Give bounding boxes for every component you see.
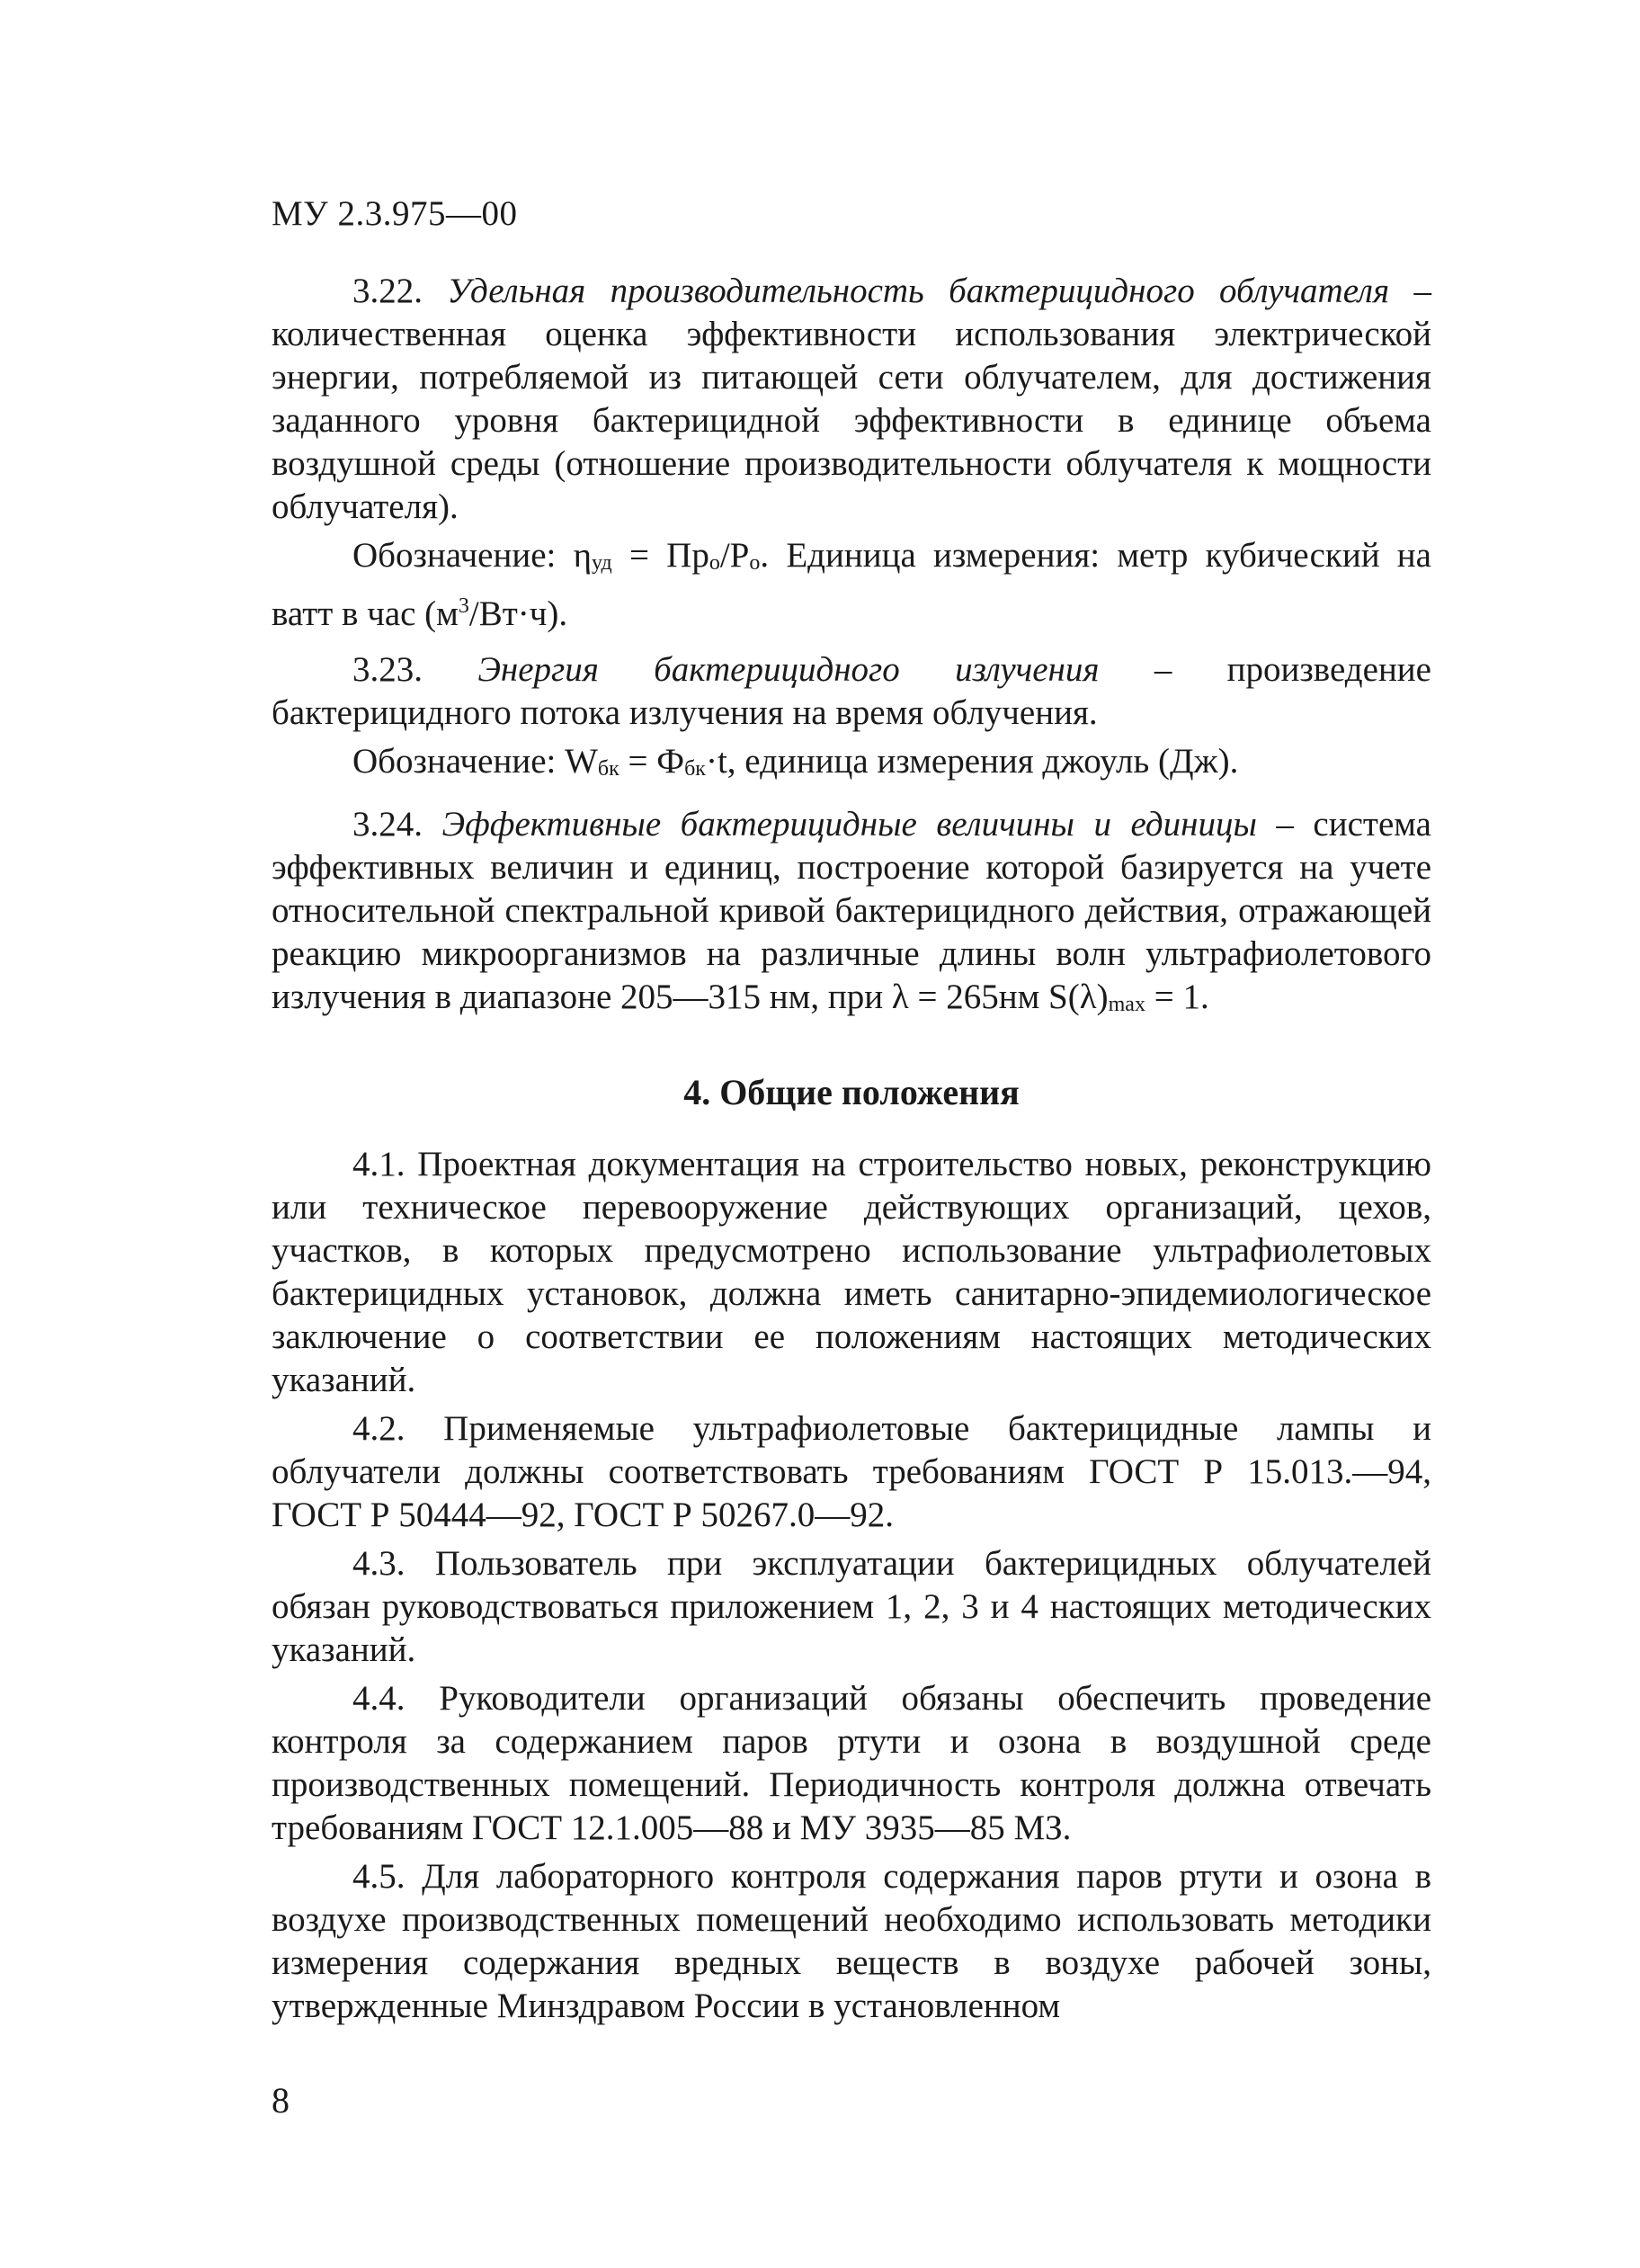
page-number: 8 [272,2080,290,2121]
formula-part: = Пр [611,536,709,575]
document-header: МУ 2.3.975—00 [272,194,518,233]
paragraph-3-23 [272,648,1431,735]
paragraph-4-4: 4.4. Руководители организаций обязаны обеспечить проведение контроля за содержанием паров ртути и озона в воздушной среде производственных помещений. Периодичность контроля должна отвечать требованиям ГОСТ 12.1.005—88 и МУ 3935—85 МЗ. [272,1679,1431,1847]
definition: – количественная оценка эффективности использования электрической энергии, потребляемой из питающей сети облучателем, для достижения заданного уровня бактерицидной эффективности в единице объема воздушной среды (отношение производительности облучателя к мощности облучателя). [272,272,1431,526]
unit-text: . Единица измерения: метр кубический на ватт в час (м [272,536,1431,633]
formula-part: /Р [719,536,750,575]
term: Эффективные бактерицидные величины и единицы [441,805,1257,844]
paragraph-3-22-notation [272,534,1431,636]
paragraph-4-1: 4.1. Проектная документация на строительство новых, реконструкцию или техническое перевооружение действующих организаций, цехов, участков, в которых предусмотрено использование ультрафиолетовых бактерицидных установок, должна иметь санитарно-эпидемиологическое заключение о соответствии ее положениям настоящих методических указаний. [272,1145,1431,1399]
clause-number: 3.24. [352,805,423,844]
unit-text: /Вт·ч). [468,594,568,633]
formula-part: = Ф [619,742,685,781]
definition: – система эффективных величин и единиц, построение которой базируется на учете относительной спектральной кривой бактерицидного действия, отражающей реакцию микроорганизмов на различные длины волн ультрафиолетового излучения в диапазоне 205—315 нм, при λ = 265нм S(λ) [272,805,1431,1016]
term: Удельная производительность бактерицидного облучателя [447,272,1390,310]
paragraph-4-3: 4.3. Пользователь при эксплуатации бактерицидных облучателей обязан руководствоваться приложением 1, 2, 3 и 4 настоящих методических указаний. [272,1544,1431,1669]
notation-label: Обозначение: W [352,742,598,781]
unit-superscript: 3 [458,594,469,618]
paragraph-3-22 [272,270,1431,529]
formula-part: ·t, единица измерения джоуль (Дж). [705,742,1239,781]
formula-subscript: о [709,551,720,575]
definition: – произведение бактерицидного потока излучения на время облучения. [272,650,1431,732]
formula-subscript: бк [597,757,619,781]
formula-subscript: бк [684,757,706,781]
clause-number: 3.23. [352,650,423,689]
formula-part: = 1. [1145,978,1209,1016]
term: Энергия бактерицидного излучения [477,650,1100,689]
notation-label: Обозначение: [352,536,574,575]
paragraph-3-23-notation [272,740,1431,790]
document-body [272,270,1431,2028]
clause-number: 3.22. [352,272,423,310]
section-title: 4. Общие положения [683,1072,1020,1112]
paragraph-4-2: 4.2. Применяемые ультрафиолетовые бактерицидные лампы и облучатели должны соответствовать требованиям ГОСТ Р 15.013.—94, ГОСТ Р 50444—92, ГОСТ Р 50267.0—92. [272,1409,1431,1534]
formula-subscript: уд [592,551,612,575]
formula-symbol: η [573,536,592,575]
formula-subscript: о [749,551,761,575]
formula-subscript: max [1108,993,1145,1016]
paragraph-4-5: 4.5. Для лабораторного контроля содержания паров ртути и озона в воздухе производственных помещений необходимо использовать методики измерения содержания вредных веществ в воздухе рабочей зоны, утвержденные Минздравом России в установленном [272,1857,1431,2025]
paragraph-3-24 [272,803,1431,1026]
